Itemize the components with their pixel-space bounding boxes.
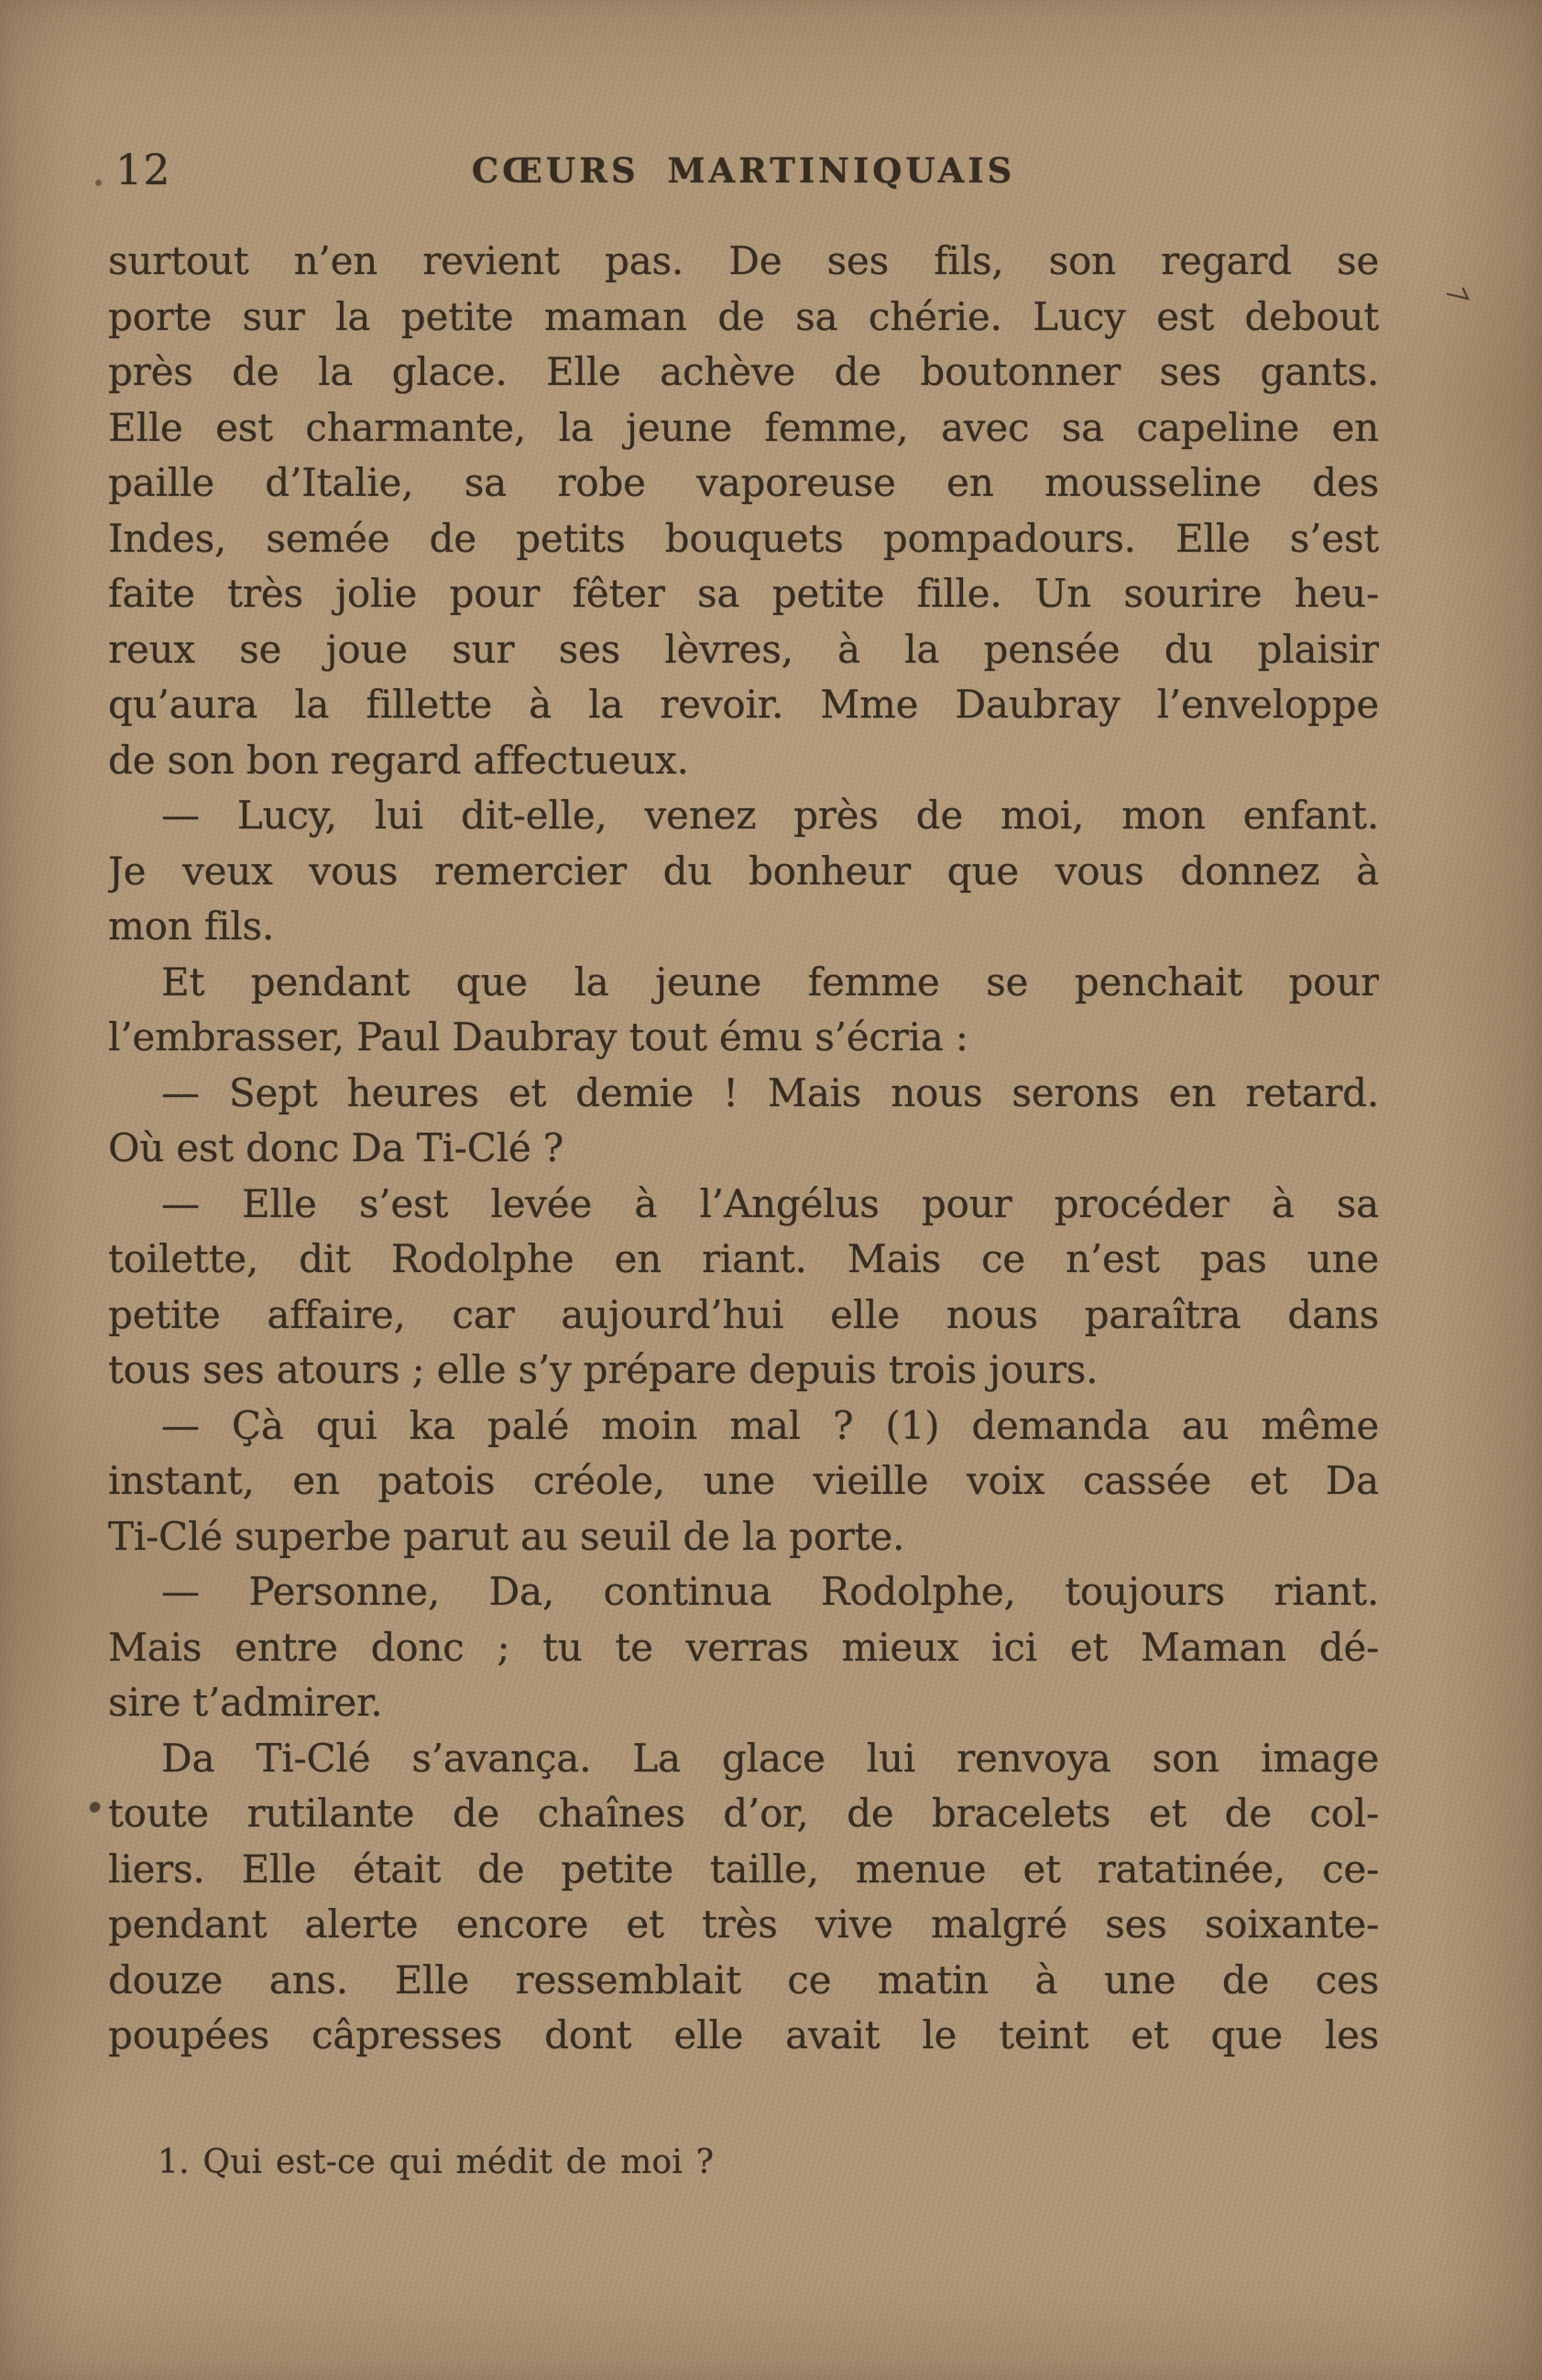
text-line: reux se joue sur ses lèvres, à la pensée du plaisir [108, 626, 1379, 672]
text-line: pendant alerte encore et très vive malgré ses soixante- [108, 1902, 1379, 1947]
text-line: de son bon regard affectueux. [108, 737, 689, 783]
running-title: CŒURS MARTINIQUAIS [471, 150, 1016, 191]
text-line: — Elle s’est levée à l’Angélus pour procéder à sa [161, 1180, 1379, 1226]
page-number: 12 [115, 145, 171, 194]
text-line: douze ans. Elle ressemblait ce matin à une de ces [108, 1957, 1379, 2002]
text-line: Elle est charmante, la jeune femme, avec sa capeline en [108, 404, 1379, 450]
text-line: paille d’Italie, sa robe vaporeuse en mousseline des [108, 460, 1379, 505]
text-line: instant, en patois créole, une vieille voix cassée et Da [108, 1458, 1379, 1503]
text-line: Mais entre donc ; tu te verras mieux ici et Maman dé- [108, 1624, 1379, 1670]
text-line: — Çà qui ka palé moin mal ? (1) demanda au même [161, 1402, 1379, 1448]
text-line: liers. Elle était de petite taille, menue et ratatinée, ce- [108, 1846, 1379, 1892]
text-line: — Personne, Da, continua Rodolphe, toujours riant. [161, 1569, 1379, 1614]
page-header [108, 147, 1379, 202]
text-line: Je veux vous remercier du bonheur que vous donnez à [108, 848, 1379, 894]
text-line: porte sur la petite maman de sa chérie. Lucy est debout [108, 293, 1379, 339]
text-line: l’embrasser, Paul Daubray tout ému s’écria : [108, 1015, 968, 1059]
text-line: — Sept heures et demie ! Mais nous serons en retard. [161, 1069, 1379, 1115]
text-line: petite affaire, car aujourd’hui elle nous paraîtra dans [108, 1291, 1379, 1337]
text-line: poupées câpresses dont elle avait le teint et que les [108, 2013, 1379, 2057]
text-line: surtout n’en revient pas. De ses fils, son regard se [108, 238, 1379, 283]
text-line: sire t’admirer. [108, 1680, 383, 1725]
text-line: Où est donc Da Ti-Clé ? [108, 1125, 563, 1170]
margin-pencil-mark [1446, 286, 1477, 304]
text-line: faite très jolie pour fêter sa petite fille. Un sourire heu- [108, 571, 1379, 616]
footnote: 1. Qui est-ce qui médit de moi ? [158, 2144, 715, 2181]
text-line: Et pendant que la jeune femme se penchait pour [161, 959, 1379, 1004]
text-line: mon fils. [108, 904, 275, 949]
text-line: toilette, dit Rodolphe en riant. Mais ce n’est pas une [108, 1236, 1379, 1281]
text-line: tous ses atours ; elle s’y prépare depuis trois jours. [108, 1347, 1099, 1392]
text-line: toute rutilante de chaînes d’or, de bracelets et de col- [108, 1791, 1379, 1836]
body-text [108, 234, 1379, 2064]
text-line: Ti-Clé superbe parut au seuil de la porte. [108, 1513, 905, 1559]
text-line: Da Ti-Clé s’avança. La glace lui renvoya son image [161, 1735, 1379, 1781]
text-line: près de la glace. Elle achève de boutonner ses gants. [108, 349, 1379, 394]
paper-speck [95, 180, 102, 186]
text-line: qu’aura la fillette à la revoir. Mme Daubray l’enveloppe [108, 682, 1379, 727]
text-line: — Lucy, lui dit-elle, venez près de moi, mon enfant. [161, 793, 1379, 838]
margin-ink-fleck [88, 1800, 101, 1814]
text-line: Indes, semée de petits bouquets pompadours. Elle s’est [108, 515, 1379, 561]
